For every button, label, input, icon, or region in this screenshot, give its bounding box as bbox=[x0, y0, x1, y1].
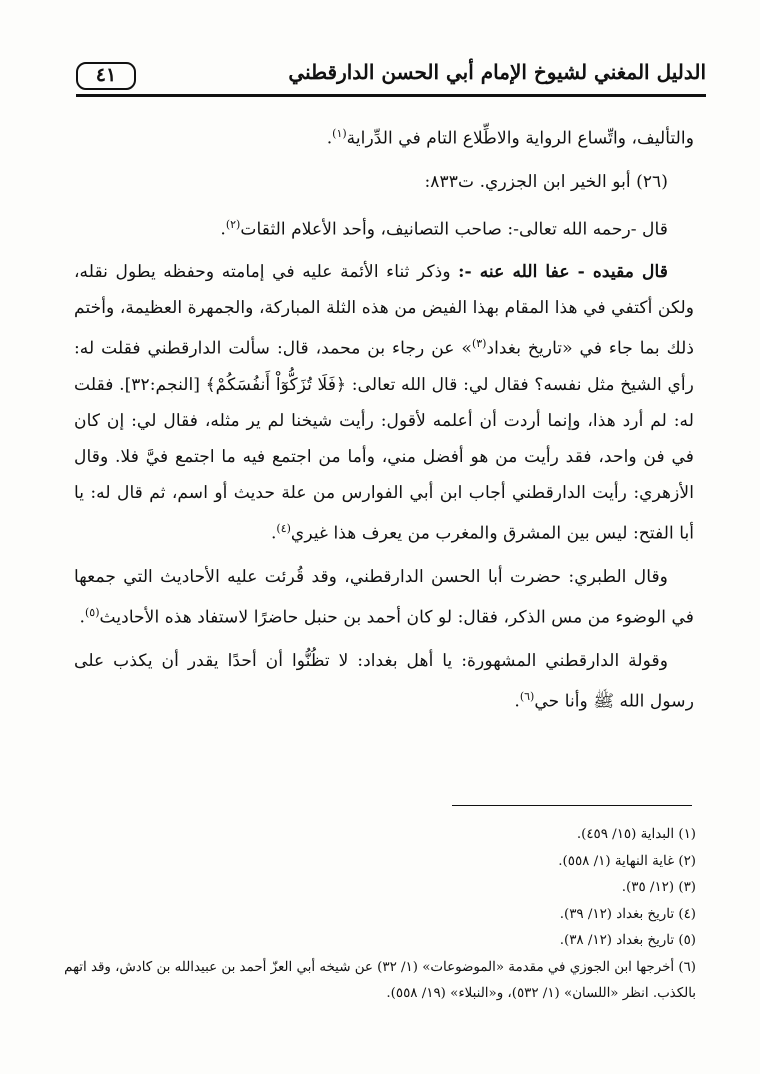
paragraph-5 bbox=[74, 559, 694, 636]
paragraph-3-text: قال -رحمه الله تعالى-: صاحب التصانيف، وأحد الأعلام الثقات bbox=[240, 219, 668, 240]
footnote-2: (٢) غاية النهاية (١/ ٥٥٨). bbox=[558, 853, 696, 869]
paragraph-1 bbox=[74, 116, 694, 157]
entry-heading: (٢٦) أبو الخير ابن الجزري. ت٨٣٣: bbox=[424, 171, 668, 192]
paragraph-1-end: . bbox=[326, 128, 333, 149]
paragraph-6-end: . bbox=[514, 691, 520, 712]
footnote-ref-6: (٦) bbox=[519, 689, 535, 703]
paragraph-3 bbox=[74, 207, 694, 248]
paragraph-4-end: . bbox=[270, 523, 277, 544]
footnote-ref-4: (٤) bbox=[276, 522, 291, 536]
page-number: ٤١ bbox=[76, 62, 136, 90]
header-rule bbox=[76, 94, 706, 97]
footnote-6: (٦) أخرجها ابن الجوزي في مقدمة «الموضوعات» (١/ ٣٢) عن شيخه أبي العزّ أحمد بن عبيدالله بن كادش، وقد اتهم بالكذب. انظر «اللسان» (١/ ٥٣٢)، و«النبلاء» (١٩/ ٥٥٨). bbox=[64, 959, 696, 1001]
footnote-ref-3: (٣) bbox=[471, 337, 487, 351]
footnote-3: (٣) (١٢/ ٣٥). bbox=[621, 880, 696, 895]
footnote-ref-1: (١) bbox=[332, 127, 347, 140]
paragraph-3-end: . bbox=[220, 219, 226, 240]
footnote-separator bbox=[452, 805, 692, 806]
paragraph-1-text: والتأليف، واتِّساع الرواية والاطِّلاع التام في الدِّراية bbox=[346, 128, 694, 149]
running-title: الدليل المغني لشيوخ الإمام أبي الحسن الدارقطني bbox=[288, 60, 706, 84]
footnote-4: (٤) تاريخ بغداد (١٢/ ٣٩). bbox=[559, 906, 696, 922]
paragraph-6 bbox=[74, 643, 694, 720]
footnotes bbox=[62, 822, 696, 1008]
footnote-ref-5: (٥) bbox=[84, 605, 100, 619]
paragraph-4 bbox=[74, 254, 694, 551]
footnote-1: (١) البداية (١٥/ ٤٥٩). bbox=[576, 827, 696, 842]
footnote-ref-2: (٢) bbox=[225, 217, 241, 231]
page-header bbox=[76, 56, 706, 100]
author-note-lead: قال مقيده - عفا الله عنه -: bbox=[458, 262, 668, 283]
main-text bbox=[74, 116, 694, 726]
paragraph-5-end: . bbox=[79, 607, 85, 628]
paragraph-4-text-b: » عن رجاء بن محمد، قال: سألت الدارقطني فقلت له: رأي الشيخ مثل نفسه؟ فقال لي: قال الله تعالى: ﴿فَلَا تُزَكُّوٓاْ أَنفُسَكُمْ﴾ [النجم:٣٢]. فقلت له: لم أرد هذا، وإنما أردت أن أعلمه لأقول: رأيت شيخنا لم ير مثله، فقال لي: إن كان في فن واحد، فقد رأيت من هو أفضل مني، وأما من اجتمع فيه ما اجتمع فيَّ فلا. وقال الأزهري: رأيت الدارقطني أجاب ابن أبي الفوارس من علة حديث أو اسم، ثم قال له: يا أبا الفتح: ليس بين المشرق والمغرب من يعرف هذا غيري bbox=[74, 339, 694, 544]
paragraph-4-text-a: وذكر ثناء الأئمة عليه في إمامته وحفظه يطول نقله، ولكن أكتفي في هذا المقام بهذا الفيض من هذه الثلة المباركة، والجمهرة العظيمة، وأختم ذلك بما جاء في «تاريخ بغداد bbox=[74, 262, 694, 360]
footnote-5: (٥) تاريخ بغداد (١٢/ ٣٨). bbox=[559, 933, 696, 948]
paragraph-6-text: وقولة الدارقطني المشهورة: يا أهل بغداد: لا تظُنُّوا أن أحدًا يقدر أن يكذب على رسول الله ﷺ وأنا حي bbox=[74, 650, 694, 712]
paragraph-5-text: وقال الطبري: حضرت أبا الحسن الدارقطني، وقد قُرئت عليه الأحاديث التي جمعها في الوضوء من مس الذكر، فقال: لو كان أحمد بن حنبل حاضرًا لاستفاد هذه الأحاديث bbox=[74, 566, 694, 628]
